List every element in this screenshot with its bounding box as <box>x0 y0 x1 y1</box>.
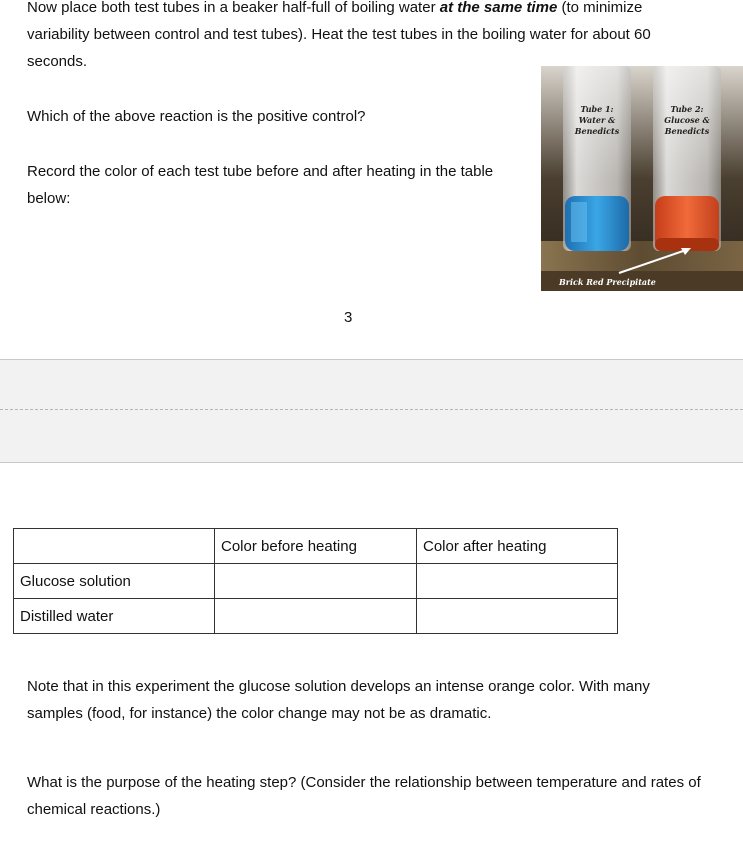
question-positive-control: Which of the above reaction is the positive control? <box>27 108 366 125</box>
note-paragraph: Note that in this experiment the glucose solution develops an intense orange color. With many samples (food, for instance) the color change may not be as dramatic. <box>27 678 650 722</box>
row-label-glucose: Glucose solution <box>14 564 215 599</box>
table-header-color-after: Color after heating <box>417 529 618 564</box>
page-number: 3 <box>344 309 353 326</box>
color-record-table <box>13 528 618 634</box>
water-after-cell[interactable] <box>417 599 618 634</box>
row-label-water: Distilled water <box>14 599 215 634</box>
tube1-label-line1: Tube 1: <box>580 104 614 114</box>
table-header-cell-empty <box>14 529 215 564</box>
tube1-label-line2: Water & <box>578 115 616 125</box>
test-tubes-photo <box>541 66 743 291</box>
question-heating-purpose: What is the purpose of the heating step? (Consider the relationship between temperature and rates of chemical reactions.) <box>27 774 701 818</box>
page-break-divider <box>0 409 743 410</box>
tube1-label-line3: Benedicts <box>574 126 620 136</box>
table-header-row <box>14 529 618 564</box>
glucose-before-cell[interactable] <box>215 564 417 599</box>
intro-text-start: Now place both test tubes in a beaker half-full of boiling water <box>27 0 440 16</box>
precipitate-annotation: Brick Red Precipitate <box>559 277 656 287</box>
tube2-label-line1: Tube 2: <box>670 104 704 114</box>
table-header-color-before: Color before heating <box>215 529 417 564</box>
table-row <box>14 599 618 634</box>
intro-text-end: (to minimize variability between control and test tubes). Heat the test tubes in the boiling water for about 60 seconds. <box>27 0 651 70</box>
page-break <box>0 359 743 463</box>
tube2-label-line3: Benedicts <box>664 126 710 136</box>
table-row <box>14 564 618 599</box>
intro-paragraph <box>27 0 697 75</box>
water-before-cell[interactable] <box>215 599 417 634</box>
tube2-label-line2: Glucose & <box>664 115 710 125</box>
record-instruction: Record the color of each test tube before and after heating in the table below: <box>27 163 494 207</box>
intro-emphasis: at the same time <box>439 0 558 16</box>
glucose-after-cell[interactable] <box>417 564 618 599</box>
